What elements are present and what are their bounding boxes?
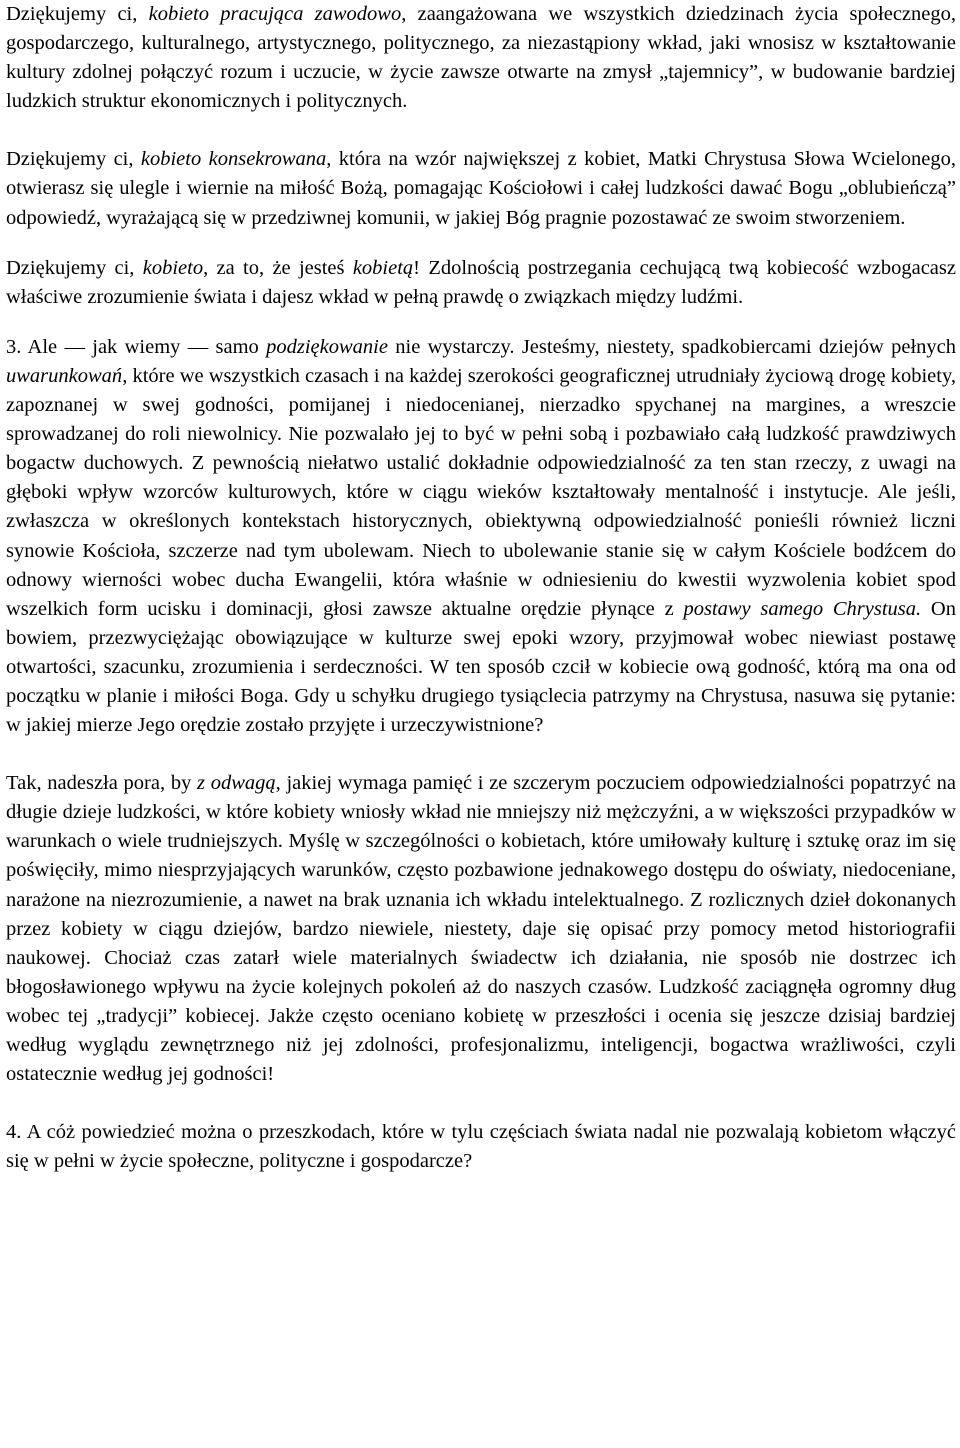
emphasis-conditions: uwarunkowań bbox=[6, 364, 123, 387]
emphasis-working-woman: kobieto pracująca zawodowo bbox=[148, 3, 402, 25]
text-run: , zaangażowana we wszystkich dziedzinach życia społecznego, gospodarczego, kulturalnego, artystycznego, politycznego, za niezastąpiony wkład, jaki wnosisz w kształtowanie kultury zdolnej połączyć rozum i uczucie, w życie zawsze otwarte na zmysł „tajemnicy”, w budowanie bardziej ludzkich struktur ekonomicznych i politycznych. bbox=[6, 3, 956, 113]
text-run: On bowiem, przezwyciężając obowiązujące w kulturze swej epoki wzory, przyjmował wobec niewiast postawę otwartości, szacunku, zrozumienia i serdeczności. W ten sposób czcił w kobiecie ową godność, którą ma ona od początku w planie i miłości Boga. Gdy u schyłku drugiego tysiąclecia patrzymy na Chrystusa, nasuwa się pytanie: w jakiej mierze Jego orędzie zostało przyjęte i urzeczywistnione? bbox=[6, 597, 956, 737]
paragraph-courage bbox=[6, 769, 956, 1089]
emphasis-being-woman: kobietą bbox=[352, 256, 414, 279]
document-page bbox=[6, 0, 956, 1176]
paragraph-thanks-working-woman bbox=[6, 0, 956, 116]
emphasis-courage: z odwagą bbox=[197, 772, 276, 795]
text-run: Tak, nadeszła pora, by bbox=[6, 772, 198, 795]
text-run: , która na wzór największej z kobiet, Matki Chrystusa Słowa Wcielonego, otwierasz się ulegle i wiernie na miłość Bożą, pomagając Kościołowi i całej ludzkości dawać Bogu „oblubieńczą” odpowiedź, wyrażającą się w przedziwnej komunii, w jakiej Bóg pragnie pozostawać ze swoim stworzeniem. bbox=[6, 148, 957, 229]
text-run: Dziękujemy ci, bbox=[6, 256, 143, 279]
emphasis-christ-attitude: postawy samego Chrystusa. bbox=[683, 597, 922, 620]
text-run: nie wystarczy. Jesteśmy, niestety, spadkobiercami dziejów pełnych bbox=[387, 335, 956, 358]
paragraph-thanks-consecrated-woman bbox=[6, 145, 956, 232]
paragraph-thanks-woman bbox=[6, 254, 956, 312]
emphasis-thanks: podziękowanie bbox=[266, 335, 388, 358]
emphasis-consecrated-woman: kobieto konsekrowana bbox=[140, 148, 327, 171]
text-run: Dziękujemy ci, bbox=[6, 3, 149, 25]
text-run: Dziękujemy ci, bbox=[6, 148, 141, 171]
paragraph-section-4 bbox=[6, 1118, 956, 1176]
paragraph-section-3 bbox=[6, 333, 956, 740]
text-run: , jakiej wymaga pamięć i ze szczerym poczuciem odpowiedzialności popatrzyć na długie dzieje ludzkości, w które kobiety wniosły wkład nie mniejszy niż mężczyźni, a w większości przypadków w warunkach o wiele trudniejszych. Myślę w szczególności o kobietach, które umiłowały kulturę i sztukę oraz im się poświęciły, mimo niesprzyjających warunków, często pozbawione jednakowego dostępu do oświaty, niedoceniane, narażone na niezrozumienie, a nawet na brak uznania ich wkładu intelektualnego. Z rozlicznych dzieł dokonanych przez kobiety w ciągu dziejów, bardzo niewiele, niestety, daje się opisać przy pomocy metod historiografii naukowej. Chociaż czas zatarł wiele materialnych świadectw ich działania, nie sposób nie dostrzec ich błogosławionego wpływu na życie kolejnych pokoleń aż do naszych czasów. Ludzkość zaciągnęła ogromny dług wobec tej „tradycji” kobiecej. Jakże często oceniano kobietę w przeszłości i ocenia się jeszcze dzisiaj bardziej według wyglądu zewnętrznego niż jej zdolności, profesjonalizmu, inteligencji, bogactwa wrażliwości, czyli ostatecznie według jej godności! bbox=[6, 772, 957, 1086]
text-run: , które we wszystkich czasach i na każdej szerokości geograficznej utrudniały życiową drogę kobiety, zapoznanej w swej godności, pomijanej i niedocenianej, nierzadko spychanej na margines, a wreszcie sprowadzanej do roli niewolnicy. Nie pozwalało jej to być w pełni sobą i pozbawiało całą ludzkość prawdziwych bogactw duchowych. Z pewnością niełatwo ustalić dokładnie odpowiedzialność za ten stan rzeczy, z uwagi na głęboki wpływ wzorców kulturowych, które w ciągu wieków kształtowały mentalność i instytucje. Ale jeśli, zwłaszcza w określonych kontekstach historycznych, obiektywną odpowiedzialność ponieśli również liczni synowie Kościoła, szczerze nad tym ubolewam. Niech to ubolewanie stanie się w całym Kościele bodźcem do odnowy wierności wobec ducha Ewangelii, która właśnie w odniesieniu do kwestii wyzwolenia kobiet spod wszelkich form ucisku i dominacji, głosi zawsze aktualne orędzie płynące z bbox=[6, 364, 956, 620]
text-run: , za to, że jesteś bbox=[203, 256, 353, 279]
emphasis-woman: kobieto bbox=[142, 256, 204, 279]
text-run: 4. A cóż powiedzieć można o przeszkodach, które w tylu częściach świata nadal nie pozwalają kobietom włączyć się w pełni w życie społeczne, polityczne i gospodarcze? bbox=[6, 1121, 956, 1173]
text-run: 3. Ale — jak wiemy — samo bbox=[6, 335, 267, 358]
text-run: ! Zdolnością postrzegania cechującą twą kobiecość wzbogacasz właściwe zrozumienie świata i dajesz wkład w pełną prawdę o związkach między ludźmi. bbox=[6, 256, 956, 308]
